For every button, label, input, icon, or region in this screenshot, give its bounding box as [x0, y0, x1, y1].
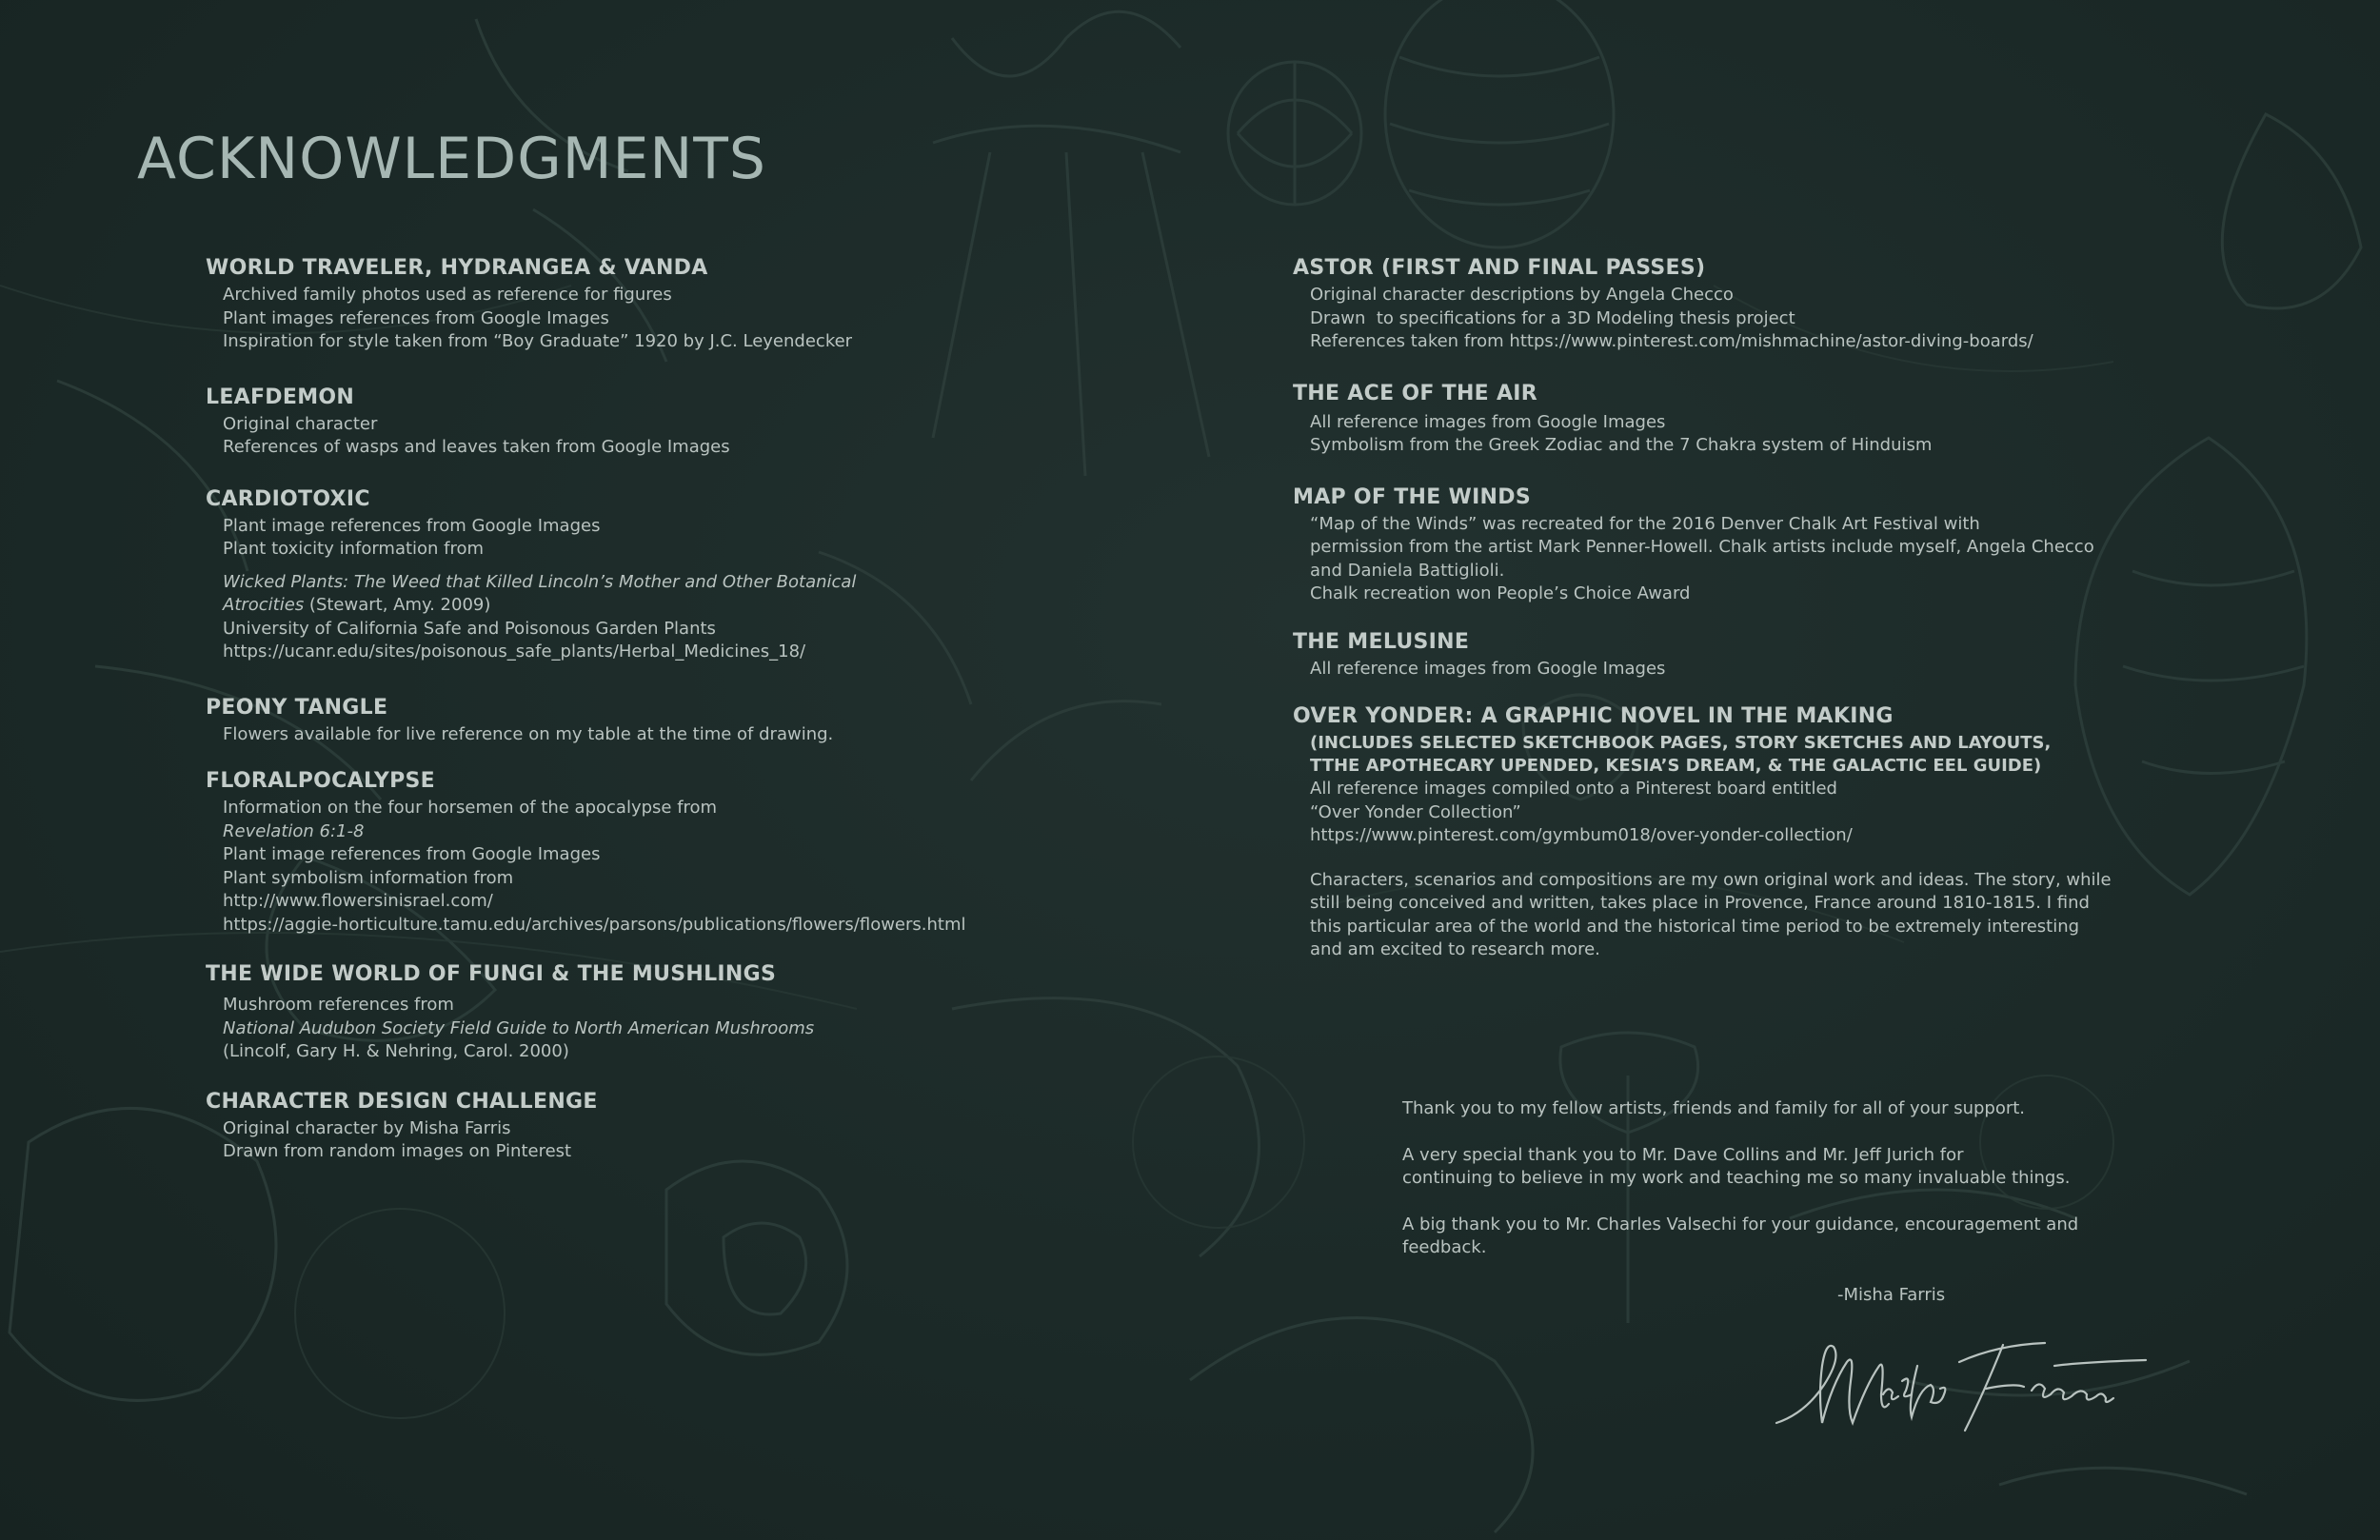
- paragraph-line: still being conceived and written, takes place in Provence, France around 1810-1815. I find: [1310, 893, 2090, 913]
- section-line: permission from the artist Mark Penner-Howell. Chalk artists include myself, Angela Checco: [1310, 537, 2094, 557]
- section-line: Drawn to specifications for a 3D Modeling thesis project: [1310, 307, 1795, 328]
- left-column: [206, 255, 1253, 1192]
- right-column: [1293, 255, 2245, 990]
- book-cite: (Stewart, Amy. 2009): [304, 595, 491, 615]
- section-melusine: [1293, 629, 2245, 681]
- book-title: Wicked Plants: The Weed that Killed Lincoln’s Mother and Other Botanical: [223, 571, 857, 592]
- handwritten-signature: [1769, 1328, 2150, 1442]
- section-peony-tangle: [206, 695, 1253, 747]
- section-cardiotoxic: [206, 486, 1253, 664]
- paragraph-line: and am excited to research more.: [1310, 939, 1600, 959]
- section-line: Original character by Misha Farris: [223, 1117, 511, 1138]
- section-heading: MAP OF THE WINDS: [1293, 484, 1531, 509]
- section-line: All reference images compiled onto a Pinterest board entitled: [1310, 779, 1837, 799]
- thanks-paragraph: Thank you to my fellow artists, friends and family for all of your support.: [1402, 1098, 2026, 1118]
- scripture-reference: Revelation 6:1-8: [223, 820, 365, 841]
- thanks-block: [1402, 1097, 2126, 1283]
- book-title: National Audubon Society Field Guide to North American Mushrooms: [223, 1017, 815, 1038]
- section-line: Information on the four horsemen of the apocalypse from: [223, 798, 718, 818]
- section-heading: ASTOR (FIRST AND FINAL PASSES): [1293, 256, 1706, 280]
- section-line: Plant images references from Google Images: [223, 307, 609, 328]
- book-citation: [223, 594, 1253, 618]
- section-ace-of-the-air: [1293, 381, 2245, 458]
- section-line: University of California Safe and Poisonous Garden Plants: [223, 618, 716, 639]
- section-line: Plant image references from Google Images: [223, 515, 601, 536]
- section-line: Archived family photos used as reference for figures: [223, 285, 672, 305]
- page-title: ACKNOWLEDGMENTS: [137, 126, 766, 192]
- section-line: Drawn from random images on Pinterest: [223, 1141, 572, 1161]
- section-line: “Over Yonder Collection”: [1310, 801, 1521, 822]
- section-line: References of wasps and leaves taken from Google Images: [223, 437, 730, 457]
- section-heading: CHARACTER DESIGN CHALLENGE: [206, 1089, 598, 1114]
- paragraph-line: this particular area of the world and the historical time period to be extremely interesting: [1310, 916, 2080, 937]
- section-over-yonder: [1293, 703, 2245, 962]
- section-heading: PEONY TANGLE: [206, 695, 388, 720]
- section-line: All reference images from Google Images: [1310, 658, 1666, 679]
- section-world-traveler: [206, 255, 1253, 354]
- section-heading: FLORALPOCALYPSE: [206, 769, 435, 793]
- section-line: Original character descriptions by Angela Checco: [1310, 285, 1734, 305]
- section-leafdemon: [206, 385, 1253, 460]
- section-subheading: TTHE APOTHECARY UPENDED, KESIA’S DREAM, & THE GALACTIC EEL GUIDE): [1310, 756, 2042, 776]
- section-line: https://aggie-horticulture.tamu.edu/archives/parsons/publications/flowers/flowers.html: [223, 914, 966, 935]
- section-line: Symbolism from the Greek Zodiac and the 7 Chakra system of Hinduism: [1310, 435, 1933, 455]
- section-heading: CARDIOTOXIC: [206, 486, 370, 511]
- section-line: Inspiration for style taken from “Boy Graduate” 1920 by J.C. Leyendecker: [223, 331, 853, 351]
- section-heading: OVER YONDER: A GRAPHIC NOVEL IN THE MAKING: [1293, 704, 1894, 728]
- section-line: Plant image references from Google Images: [223, 844, 601, 864]
- section-line: Original character: [223, 413, 378, 434]
- section-heading: THE ACE OF THE AIR: [1293, 381, 1538, 405]
- section-astor: [1293, 255, 2245, 354]
- thanks-paragraph: A very special thank you to Mr. Dave Collins and Mr. Jeff Jurich for continuing to believe in my work and teaching me so many invaluable things.: [1402, 1144, 2071, 1188]
- section-map-of-the-winds: [1293, 484, 2245, 606]
- section-line: https://www.pinterest.com/gymbum018/over-yonder-collection/: [1310, 825, 1853, 845]
- section-line: Mushroom references from: [223, 995, 454, 1015]
- section-line: All reference images from Google Images: [1310, 411, 1666, 432]
- section-line: and Daniela Battiglioli.: [1310, 560, 1505, 581]
- section-line: http://www.flowersinisrael.com/: [223, 891, 493, 911]
- section-line: (Lincolf, Gary H. & Nehring, Carol. 2000): [223, 1041, 569, 1061]
- section-line: “Map of the Winds” was recreated for the 2016 Denver Chalk Art Festival with: [1310, 513, 1980, 534]
- section-heading: LEAFDEMON: [206, 385, 355, 409]
- section-line: Flowers available for live reference on my table at the time of drawing.: [223, 723, 834, 744]
- section-subheading: (INCLUDES SELECTED SKETCHBOOK PAGES, STORY SKETCHES AND LAYOUTS,: [1310, 733, 2052, 753]
- section-heading: WORLD TRAVELER, HYDRANGEA & VANDA: [206, 256, 708, 280]
- book-title-cont: Atrocities: [223, 595, 305, 615]
- section-heading: THE WIDE WORLD OF FUNGI & THE MUSHLINGS: [206, 962, 777, 986]
- section-line: Chalk recreation won People’s Choice Award: [1310, 583, 1691, 603]
- section-fungi: [206, 961, 1253, 1064]
- section-character-design: [206, 1089, 1253, 1164]
- section-line: References taken from https://www.pinterest.com/mishmachine/astor-diving-boards/: [1310, 331, 2033, 351]
- section-line: https://ucanr.edu/sites/poisonous_safe_plants/Herbal_Medicines_18/: [223, 642, 806, 661]
- section-floralpocalypse: [206, 768, 1253, 937]
- section-heading: THE MELUSINE: [1293, 629, 1470, 654]
- section-line: Plant toxicity information from: [223, 539, 485, 559]
- section-line: Plant symbolism information from: [223, 867, 514, 888]
- thanks-paragraph: A big thank you to Mr. Charles Valsechi for your guidance, encouragement and feedback.: [1402, 1214, 2079, 1257]
- signoff-name: -Misha Farris: [1837, 1285, 1946, 1305]
- paragraph-line: Characters, scenarios and compositions are my own original work and ideas. The story, while: [1310, 869, 2112, 890]
